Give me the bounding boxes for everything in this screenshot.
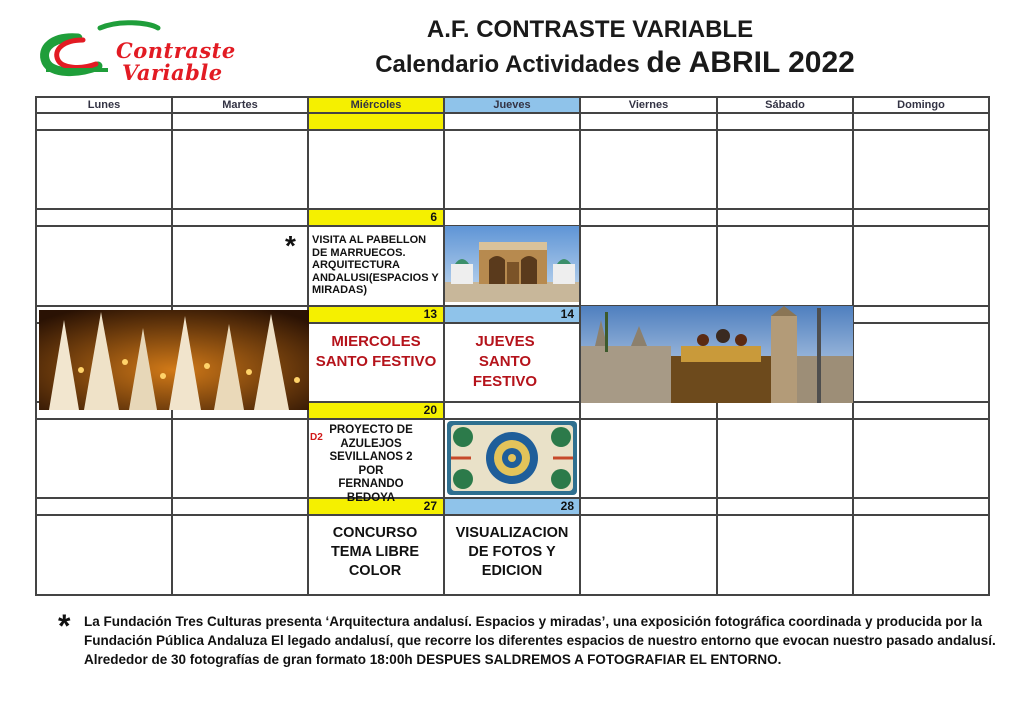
header-jueves: Jueves [493,99,531,111]
day-number-20: 20 [423,403,437,417]
logo-line1: Contraste [116,38,236,63]
header-lunes: Lunes [87,99,121,111]
footnote-text: La Fundación Tres Culturas presenta ‘Arquitectura andalusí. Espacios y miradas’, una exposición fotográfica coordinada y producida por la Fundación Pública Andaluza El legado andalusí, que recorre los diferentes espacios de nuestro entorno que evocan nuestro pasado andalusí. Alrededor de 30 fotografías de gran formato 18:00h DESPUES SALDREMOS A FOTOGRAFIAR EL ENTORNO. [84,614,996,667]
subtitle-prefix: Calendario Actividades [375,51,647,78]
asterisk-marker: * [285,230,296,261]
page-subtitle [330,46,900,80]
catedral-paso-photo [581,306,853,403]
logo [38,18,268,90]
day-number-13: 13 [423,307,437,321]
day-number-27: 27 [423,499,437,513]
day-number-6: 6 [430,210,437,224]
pabellon-marruecos-photo [445,226,579,302]
logo-line2: Variable [122,60,223,85]
calendar-grid [35,96,990,596]
day-number-14: 14 [560,307,574,321]
event-proyecto-azulejos: PROYECTO DE AZULEJOS SEVILLANOS 2 POR FERNANDO BEDOYA [329,424,413,504]
event-visualizacion-fotos: VISUALIZACION DE FOTOS Y EDICION [455,525,569,579]
event-concurso-tema: CONCURSO TEMA LIBRE COLOR [330,525,420,579]
header-martes: Martes [222,99,258,111]
footnote-asterisk: * [58,608,71,644]
event-tag-d2: D2 [310,432,323,443]
azulejos-photo [447,421,577,495]
nazarenos-photo [39,310,309,410]
event-miercoles-santo: MIERCOLES SANTO FESTIVO [315,333,437,370]
day-number-28: 28 [560,499,574,513]
subtitle-month: de ABRIL 2022 [646,46,855,79]
header-sabado: Sábado [765,99,805,111]
header-viernes: Viernes [628,99,669,111]
page-title: A.F. CONTRASTE VARIABLE [426,16,754,43]
header-miercoles: Miércoles [350,99,402,111]
event-visita-pabellon: VISITA AL PABELLON DE MARRUECOS. ARQUITECTURA ANDALUSI(ESPACIOS Y MIRADAS) [312,234,439,296]
event-jueves-santo: JUEVES SANTO FESTIVO [472,333,538,390]
header-domingo: Domingo [897,99,945,111]
